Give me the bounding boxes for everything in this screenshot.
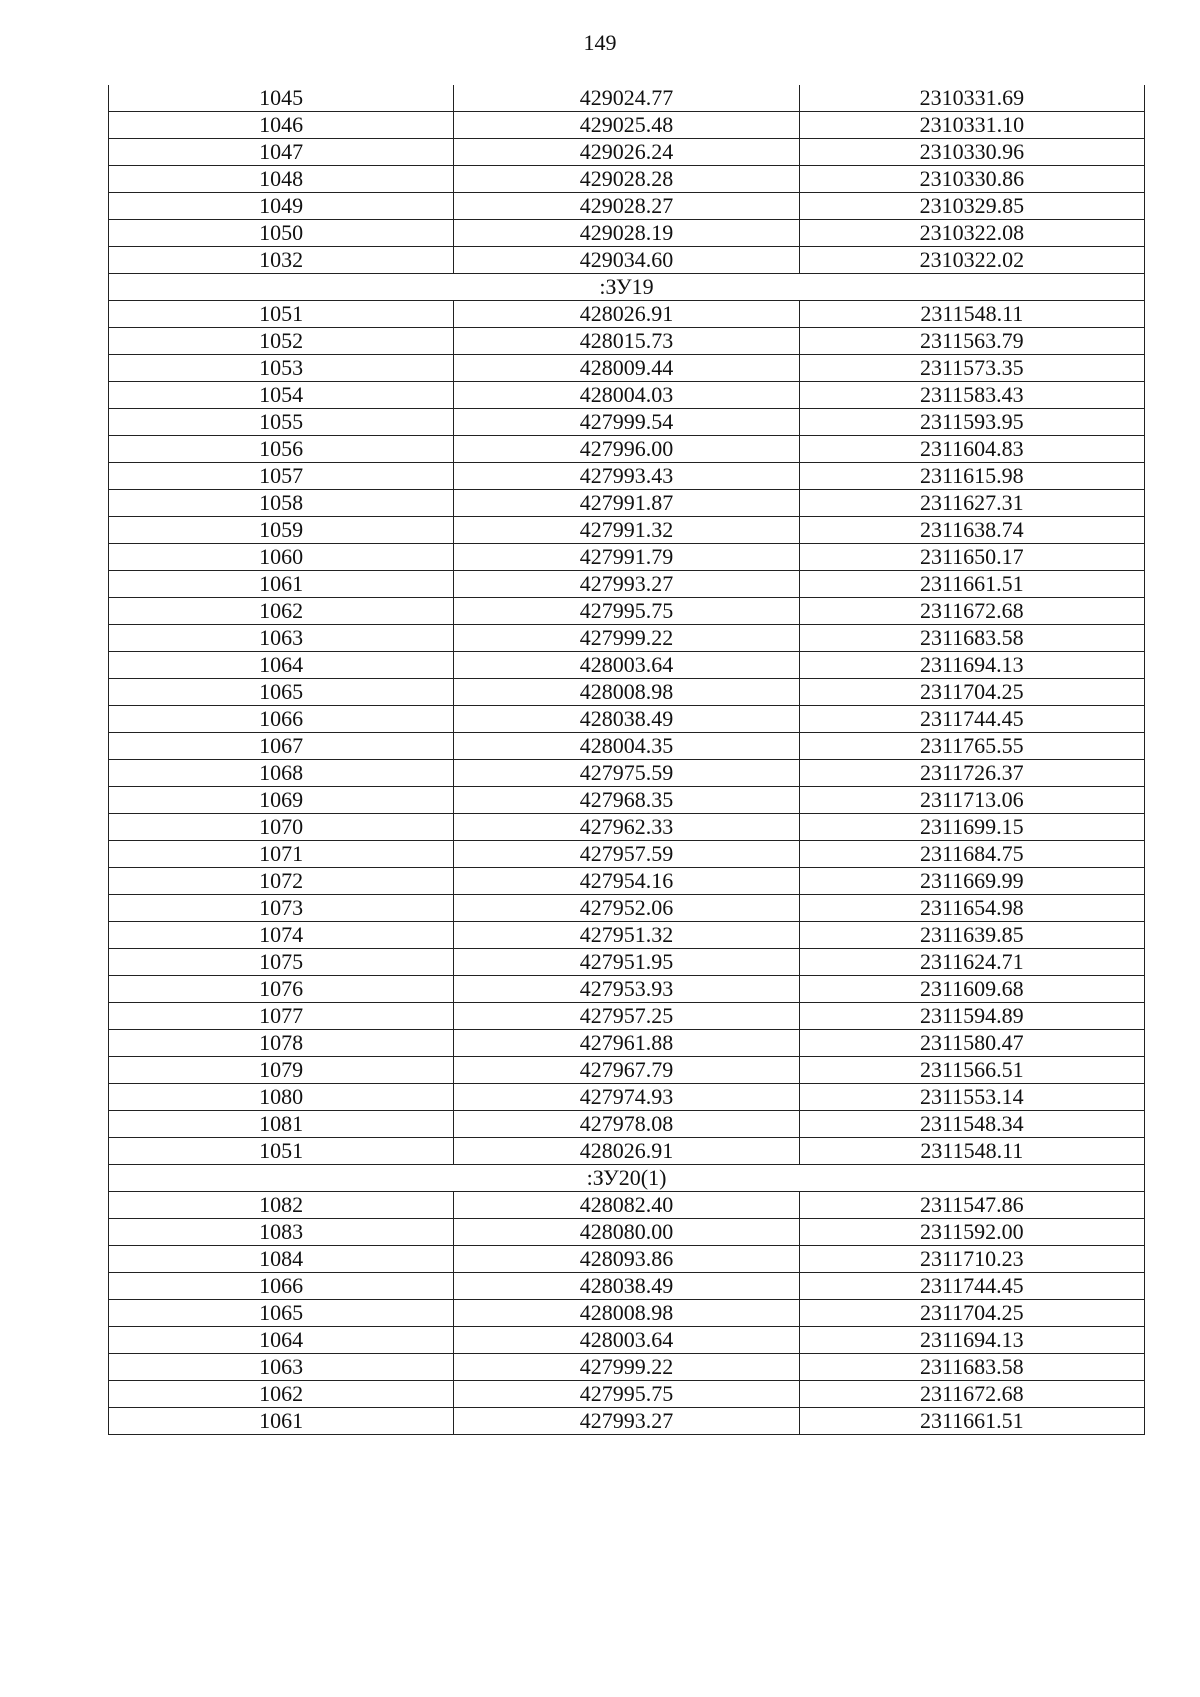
x-coordinate-cell: 427957.25 [454,1003,799,1030]
point-number-cell: 1080 [109,1084,454,1111]
section-header-row [109,1165,1145,1192]
x-coordinate-cell: 427996.00 [454,436,799,463]
x-coordinate-cell: 427999.22 [454,1354,799,1381]
x-coordinate-cell: 427993.27 [454,1408,799,1435]
y-coordinate-cell: 2311650.17 [799,544,1144,571]
y-coordinate-cell: 2311563.79 [799,328,1144,355]
y-coordinate-cell: 2311580.47 [799,1030,1144,1057]
x-coordinate-cell: 428082.40 [454,1192,799,1219]
y-coordinate-cell: 2310322.08 [799,220,1144,247]
y-coordinate-cell: 2311592.00 [799,1219,1144,1246]
x-coordinate-cell: 429028.19 [454,220,799,247]
point-number-cell: 1054 [109,382,454,409]
x-coordinate-cell: 427999.54 [454,409,799,436]
x-coordinate-cell: 427951.32 [454,922,799,949]
x-coordinate-cell: 429028.27 [454,193,799,220]
table-row [109,1138,1145,1165]
y-coordinate-cell: 2311672.68 [799,598,1144,625]
y-coordinate-cell: 2311566.51 [799,1057,1144,1084]
table-row [109,517,1145,544]
table-row [109,544,1145,571]
x-coordinate-cell: 427952.06 [454,895,799,922]
x-coordinate-cell: 427953.93 [454,976,799,1003]
x-coordinate-cell: 427995.75 [454,598,799,625]
point-number-cell: 1083 [109,1219,454,1246]
table-row [109,1084,1145,1111]
table-row [109,571,1145,598]
table-row [109,85,1145,112]
table-row [109,1219,1145,1246]
point-number-cell: 1046 [109,112,454,139]
point-number-cell: 1052 [109,328,454,355]
x-coordinate-cell: 427968.35 [454,787,799,814]
table-row [109,760,1145,787]
y-coordinate-cell: 2311744.45 [799,1273,1144,1300]
x-coordinate-cell: 428003.64 [454,652,799,679]
y-coordinate-cell: 2311547.86 [799,1192,1144,1219]
point-number-cell: 1062 [109,1381,454,1408]
table-row [109,1192,1145,1219]
x-coordinate-cell: 428038.49 [454,1273,799,1300]
table-row [109,1030,1145,1057]
table-row [109,868,1145,895]
y-coordinate-cell: 2311704.25 [799,1300,1144,1327]
point-number-cell: 1067 [109,733,454,760]
table-row [109,1246,1145,1273]
table-row [109,1273,1145,1300]
table-row [109,355,1145,382]
point-number-cell: 1066 [109,706,454,733]
coordinates-table-body [109,85,1145,1435]
table-row [109,787,1145,814]
table-row [109,490,1145,517]
point-number-cell: 1048 [109,166,454,193]
y-coordinate-cell: 2311684.75 [799,841,1144,868]
section-header-row [109,274,1145,301]
x-coordinate-cell: 427967.79 [454,1057,799,1084]
y-coordinate-cell: 2311713.06 [799,787,1144,814]
y-coordinate-cell: 2311765.55 [799,733,1144,760]
table-row [109,1300,1145,1327]
table-row [109,1327,1145,1354]
x-coordinate-cell: 427991.79 [454,544,799,571]
table-row [109,463,1145,490]
point-number-cell: 1065 [109,679,454,706]
point-number-cell: 1071 [109,841,454,868]
y-coordinate-cell: 2311548.11 [799,301,1144,328]
y-coordinate-cell: 2310329.85 [799,193,1144,220]
y-coordinate-cell: 2311604.83 [799,436,1144,463]
x-coordinate-cell: 428009.44 [454,355,799,382]
table-row [109,895,1145,922]
y-coordinate-cell: 2311661.51 [799,571,1144,598]
table-row [109,166,1145,193]
y-coordinate-cell: 2311639.85 [799,922,1144,949]
y-coordinate-cell: 2311699.15 [799,814,1144,841]
point-number-cell: 1051 [109,1138,454,1165]
x-coordinate-cell: 427978.08 [454,1111,799,1138]
section-label: :ЗУ19 [109,274,1145,301]
table-row [109,328,1145,355]
table-row [109,382,1145,409]
point-number-cell: 1072 [109,868,454,895]
x-coordinate-cell: 428026.91 [454,1138,799,1165]
x-coordinate-cell: 429026.24 [454,139,799,166]
point-number-cell: 1066 [109,1273,454,1300]
y-coordinate-cell: 2310331.10 [799,112,1144,139]
x-coordinate-cell: 428026.91 [454,301,799,328]
point-number-cell: 1064 [109,1327,454,1354]
x-coordinate-cell: 427993.27 [454,571,799,598]
table-row [109,652,1145,679]
x-coordinate-cell: 428038.49 [454,706,799,733]
table-row [109,976,1145,1003]
x-coordinate-cell: 428004.35 [454,733,799,760]
x-coordinate-cell: 427975.59 [454,760,799,787]
table-row [109,733,1145,760]
y-coordinate-cell: 2311704.25 [799,679,1144,706]
x-coordinate-cell: 428080.00 [454,1219,799,1246]
y-coordinate-cell: 2311654.98 [799,895,1144,922]
x-coordinate-cell: 428008.98 [454,1300,799,1327]
point-number-cell: 1084 [109,1246,454,1273]
point-number-cell: 1081 [109,1111,454,1138]
table-row [109,409,1145,436]
y-coordinate-cell: 2311615.98 [799,463,1144,490]
table-row [109,193,1145,220]
x-coordinate-cell: 427995.75 [454,1381,799,1408]
table-row [109,1003,1145,1030]
x-coordinate-cell: 428003.64 [454,1327,799,1354]
y-coordinate-cell: 2311594.89 [799,1003,1144,1030]
point-number-cell: 1055 [109,409,454,436]
x-coordinate-cell: 427974.93 [454,1084,799,1111]
y-coordinate-cell: 2310330.96 [799,139,1144,166]
point-number-cell: 1057 [109,463,454,490]
point-number-cell: 1051 [109,301,454,328]
point-number-cell: 1062 [109,598,454,625]
y-coordinate-cell: 2311683.58 [799,625,1144,652]
point-number-cell: 1060 [109,544,454,571]
x-coordinate-cell: 429024.77 [454,85,799,112]
section-label: :ЗУ20(1) [109,1165,1145,1192]
x-coordinate-cell: 429025.48 [454,112,799,139]
x-coordinate-cell: 427957.59 [454,841,799,868]
table-row [109,139,1145,166]
point-number-cell: 1032 [109,247,454,274]
point-number-cell: 1049 [109,193,454,220]
y-coordinate-cell: 2311669.99 [799,868,1144,895]
x-coordinate-cell: 427962.33 [454,814,799,841]
point-number-cell: 1065 [109,1300,454,1327]
table-row [109,1408,1145,1435]
point-number-cell: 1050 [109,220,454,247]
point-number-cell: 1075 [109,949,454,976]
coordinates-table [108,85,1145,1435]
x-coordinate-cell: 427961.88 [454,1030,799,1057]
y-coordinate-cell: 2311609.68 [799,976,1144,1003]
table-row [109,301,1145,328]
table-row [109,679,1145,706]
table-row [109,1354,1145,1381]
x-coordinate-cell: 428015.73 [454,328,799,355]
y-coordinate-cell: 2311661.51 [799,1408,1144,1435]
x-coordinate-cell: 427954.16 [454,868,799,895]
y-coordinate-cell: 2311573.35 [799,355,1144,382]
point-number-cell: 1061 [109,1408,454,1435]
point-number-cell: 1045 [109,85,454,112]
point-number-cell: 1063 [109,1354,454,1381]
point-number-cell: 1070 [109,814,454,841]
x-coordinate-cell: 427999.22 [454,625,799,652]
point-number-cell: 1082 [109,1192,454,1219]
x-coordinate-cell: 427993.43 [454,463,799,490]
table-row [109,598,1145,625]
point-number-cell: 1069 [109,787,454,814]
y-coordinate-cell: 2311548.11 [799,1138,1144,1165]
y-coordinate-cell: 2311553.14 [799,1084,1144,1111]
y-coordinate-cell: 2311593.95 [799,409,1144,436]
point-number-cell: 1074 [109,922,454,949]
y-coordinate-cell: 2311726.37 [799,760,1144,787]
point-number-cell: 1079 [109,1057,454,1084]
y-coordinate-cell: 2311672.68 [799,1381,1144,1408]
y-coordinate-cell: 2311548.34 [799,1111,1144,1138]
x-coordinate-cell: 427951.95 [454,949,799,976]
table-row [109,1381,1145,1408]
y-coordinate-cell: 2310322.02 [799,247,1144,274]
point-number-cell: 1056 [109,436,454,463]
table-row [109,814,1145,841]
y-coordinate-cell: 2311744.45 [799,706,1144,733]
y-coordinate-cell: 2311710.23 [799,1246,1144,1273]
x-coordinate-cell: 429034.60 [454,247,799,274]
table-row [109,1057,1145,1084]
y-coordinate-cell: 2311683.58 [799,1354,1144,1381]
point-number-cell: 1058 [109,490,454,517]
x-coordinate-cell: 428004.03 [454,382,799,409]
point-number-cell: 1053 [109,355,454,382]
y-coordinate-cell: 2311638.74 [799,517,1144,544]
point-number-cell: 1073 [109,895,454,922]
y-coordinate-cell: 2311694.13 [799,1327,1144,1354]
table-row [109,112,1145,139]
table-row [109,436,1145,463]
x-coordinate-cell: 429028.28 [454,166,799,193]
point-number-cell: 1068 [109,760,454,787]
y-coordinate-cell: 2310330.86 [799,166,1144,193]
table-row [109,247,1145,274]
point-number-cell: 1076 [109,976,454,1003]
point-number-cell: 1064 [109,652,454,679]
x-coordinate-cell: 428093.86 [454,1246,799,1273]
y-coordinate-cell: 2310331.69 [799,85,1144,112]
table-row [109,706,1145,733]
point-number-cell: 1059 [109,517,454,544]
table-row [109,220,1145,247]
y-coordinate-cell: 2311627.31 [799,490,1144,517]
y-coordinate-cell: 2311694.13 [799,652,1144,679]
table-row [109,841,1145,868]
page-number: 149 [583,30,617,55]
point-number-cell: 1078 [109,1030,454,1057]
point-number-cell: 1077 [109,1003,454,1030]
point-number-cell: 1063 [109,625,454,652]
point-number-cell: 1061 [109,571,454,598]
table-row [109,949,1145,976]
table-row [109,1111,1145,1138]
x-coordinate-cell: 427991.87 [454,490,799,517]
y-coordinate-cell: 2311583.43 [799,382,1144,409]
x-coordinate-cell: 427991.32 [454,517,799,544]
y-coordinate-cell: 2311624.71 [799,949,1144,976]
x-coordinate-cell: 428008.98 [454,679,799,706]
table-row [109,625,1145,652]
table-row [109,922,1145,949]
point-number-cell: 1047 [109,139,454,166]
